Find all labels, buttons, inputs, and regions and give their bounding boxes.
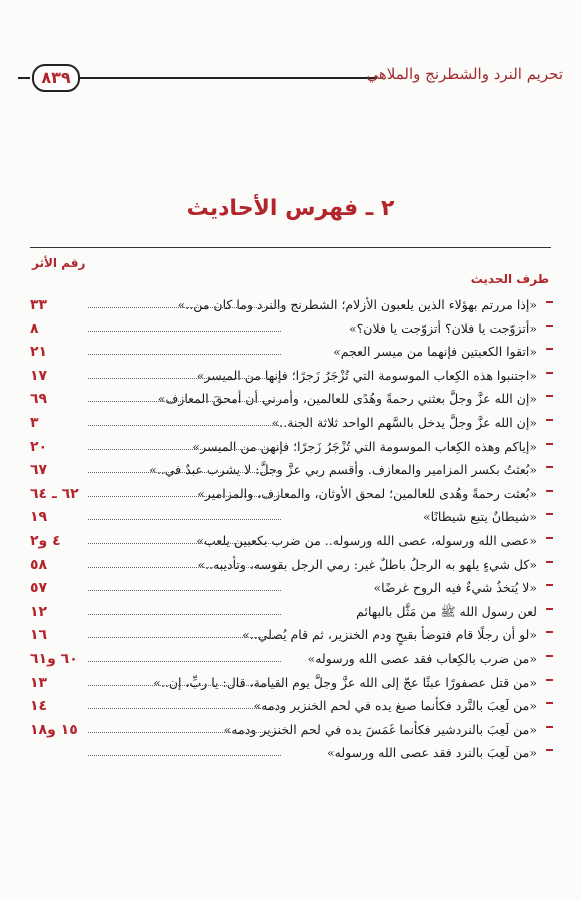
table-top-rule xyxy=(30,247,551,248)
hadith-text: «عصى الله ورسوله، عصى الله ورسوله.. من ضرب بكعبين يلعب» xyxy=(196,532,537,548)
leader-dots xyxy=(88,425,281,426)
leader-dots xyxy=(88,378,281,379)
hadith-text: «بُعثت رحمةً وهُدى للعالمين؛ لمحق الأوثان، والمعازف، والمزامير» xyxy=(197,485,537,501)
leader-dots xyxy=(88,590,281,591)
list-item xyxy=(0,695,581,719)
list-item xyxy=(0,554,581,578)
leader-dots xyxy=(88,519,281,520)
bullet-dash xyxy=(546,325,553,327)
hadith-ref-number: ٢٠ xyxy=(30,438,48,455)
list-item xyxy=(0,601,581,625)
bullet-dash xyxy=(546,702,553,704)
hadith-ref-number: ٣ xyxy=(30,414,39,431)
bullet-dash xyxy=(546,631,553,633)
header-rule-left xyxy=(18,77,30,79)
bullet-dash xyxy=(546,584,553,586)
hadith-text: «إن الله عزَّ وجلَّ يدخل بالسَّهم الواحد ثلاثة الجنة..» xyxy=(271,414,537,430)
leader-dots xyxy=(88,543,281,544)
hadith-ref-number: ٤ و٢ xyxy=(30,532,61,549)
leader-dots xyxy=(88,708,281,709)
hadith-text: «من لَعِبَ بالنردشير فكأنما غَمَسَ يده في لحم الخنزير ودمه» xyxy=(223,721,537,737)
hadith-ref-number: ٦٠ و٦١ xyxy=(30,650,78,667)
hadith-text: «لو أن رجلًا قام فتوضأ بقيحٍ ودم الخنزير، ثم قام يُصلي..» xyxy=(242,627,537,643)
list-item xyxy=(0,436,581,460)
leader-dots xyxy=(88,354,281,355)
hadith-text: «إن الله عزَّ وجلَّ بعثني رحمةً وهُدًى للعالمين، وأمرني أن أمحقَ المعازف» xyxy=(157,391,537,407)
bullet-dash xyxy=(546,561,553,563)
list-item xyxy=(0,672,581,696)
bullet-dash xyxy=(546,749,553,751)
hadith-ref-number: ١٣ xyxy=(30,674,48,691)
hadith-ref-number: ٨ xyxy=(30,320,39,337)
hadith-ref-number: ٥٨ xyxy=(30,556,48,573)
leader-dots xyxy=(88,732,281,733)
list-item xyxy=(0,719,581,743)
hadith-ref-number: ٣٣ xyxy=(30,297,48,313)
list-item xyxy=(0,459,581,483)
bullet-dash xyxy=(546,537,553,539)
list-item xyxy=(0,318,581,342)
hadith-text: «من لَعِبَ بالنَّرد فكأنما صبغ يده في لحم الخنزير ودمه» xyxy=(253,698,537,714)
bullet-dash xyxy=(546,443,553,445)
list-item xyxy=(0,483,581,507)
bullet-dash xyxy=(546,490,553,492)
list-item xyxy=(0,294,581,318)
hadith-ref-number: ٥٧ xyxy=(30,580,48,597)
hadith-ref-number: ١٤ xyxy=(30,698,48,715)
list-item xyxy=(0,341,581,365)
bullet-dash xyxy=(546,726,553,728)
hadith-text: «اجتنبوا هذه الكِعاب الموسومة التي تُزْجَرُ زَجرًا؛ فإنها من الميسر» xyxy=(196,367,537,383)
hadith-text: «من ضرب بالكِعاب فقد عصى الله ورسوله» xyxy=(307,650,537,666)
leader-dots xyxy=(88,567,281,568)
hadith-text: لعن رسول الله ﷺ من مَثَّل بالبهائم xyxy=(356,603,537,619)
hadith-text: «إياكم وهذه الكِعاب الموسومة التي تُزْجَرُ زَجرًا؛ فإنهن من الميسر» xyxy=(192,438,537,454)
leader-dots xyxy=(88,401,281,402)
hadith-text: «من قتل عصفورًا عبثًا عجّ إلى الله عزَّ وجلَّ يوم القيامة، قال: يا ربِّ، إن..» xyxy=(153,674,537,690)
section-title: ٢ ـ فهرس الأحاديث xyxy=(186,196,395,221)
hadith-ref-number: ٢١ xyxy=(30,344,48,361)
hadith-text: «كل شيءٍ يلهو به الرجلُ باطلٌ غير: رمي الرجل بقوسه، وتأديبه..» xyxy=(197,556,537,572)
leader-dots xyxy=(88,331,281,332)
hadith-ref-number: ٦٧ xyxy=(30,462,48,479)
hadith-text: «لا يُتخذُ شيءٌ فيه الروح غرضًا» xyxy=(373,580,537,596)
hadith-text: «اتقوا الكعبتين فإنهما من ميسر العجم» xyxy=(333,344,537,360)
list-item xyxy=(0,624,581,648)
hadith-ref-number: ١٥ و١٨ xyxy=(30,721,78,738)
leader-dots xyxy=(88,661,281,662)
bullet-dash xyxy=(546,395,553,397)
hadith-ref-number: ١٧ xyxy=(30,367,48,384)
leader-dots xyxy=(88,614,281,615)
bullet-dash xyxy=(546,419,553,421)
leader-dots xyxy=(88,307,281,308)
leader-dots xyxy=(88,496,281,497)
header-rule xyxy=(80,77,377,79)
running-title: تحريم النرد والشطرنج والملاهي xyxy=(366,65,563,83)
bullet-dash xyxy=(546,655,553,657)
column-header-ref: رقم الأثر xyxy=(32,256,86,270)
hadith-text: «بُعثتُ بكسر المزامير والمعازف. وأقسم ربي عزَّ وجلَّ: لا يشرب عبدٌ في..» xyxy=(149,462,537,478)
list-item xyxy=(0,365,581,389)
page-header xyxy=(18,62,563,94)
bullet-dash xyxy=(546,348,553,350)
list-item xyxy=(0,742,581,766)
column-header-hadith: طرف الحديث xyxy=(470,272,549,286)
list-item xyxy=(0,506,581,530)
hadith-text: «إذا مررتم بهؤلاء الذين يلعبون الأزلام؛ الشطرنج والنرد وما كان من..» xyxy=(177,297,537,312)
list-item xyxy=(0,530,581,554)
leader-dots xyxy=(88,449,281,450)
hadith-index-list xyxy=(0,294,581,766)
hadith-ref-number: ١٢ xyxy=(30,603,48,620)
hadith-text: «أتزوّجت يا فلان؟ أتزوّجت يا فلان؟» xyxy=(348,320,537,336)
hadith-ref-number: ٦٩ xyxy=(30,391,48,408)
leader-dots xyxy=(88,685,281,686)
leader-dots xyxy=(88,637,281,638)
bullet-dash xyxy=(546,679,553,681)
bullet-dash xyxy=(546,513,553,515)
page-number: ٨٣٩ xyxy=(32,64,80,92)
hadith-ref-number: ٦٢ ـ ٦٤ xyxy=(30,485,79,502)
hadith-ref-number: ١٩ xyxy=(30,509,48,526)
bullet-dash xyxy=(546,466,553,468)
hadith-text: «من لَعِبَ بالنرد فقد عصى الله ورسوله» xyxy=(326,745,537,761)
leader-dots xyxy=(88,755,281,756)
list-item xyxy=(0,648,581,672)
bullet-dash xyxy=(546,372,553,374)
list-item xyxy=(0,577,581,601)
list-item xyxy=(0,412,581,436)
leader-dots xyxy=(88,472,281,473)
bullet-dash xyxy=(546,301,553,303)
bullet-dash xyxy=(546,608,553,610)
hadith-text: «شيطانٌ يتبع شيطانًا» xyxy=(422,509,537,525)
hadith-ref-number: ١٦ xyxy=(30,627,48,644)
list-item xyxy=(0,388,581,412)
